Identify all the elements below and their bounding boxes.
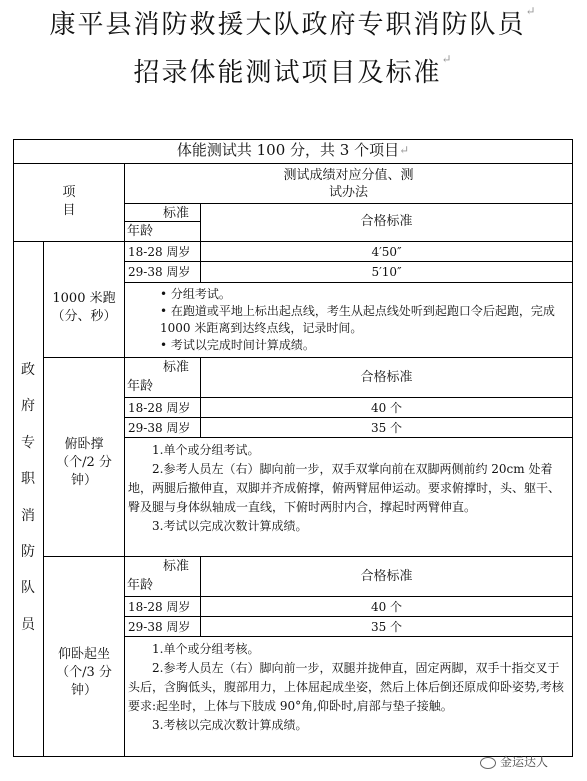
- wechat-icon: [480, 757, 496, 769]
- item-name-situp: 仰卧起坐 （个/3 分 钟）: [56, 647, 112, 698]
- standard-cell: 35 个: [370, 421, 403, 435]
- group-label: 政 府 专 职 消 防 队 员: [21, 362, 35, 633]
- method-text: • 分组考试。 • 在跑道或平地上标出起点线，考生从起点线处听到起跑口令后起跑，完成 1000 米距离到达终点线，记录时间。 • 考试以完成时间计算成绩。: [160, 287, 555, 352]
- scoring-header: 测试成绩对应分值、测 试办法: [283, 168, 414, 200]
- standard-cell: 5′10″: [371, 265, 402, 279]
- age-cell: 18-28 周岁: [128, 401, 191, 415]
- table-header: 体能测试共 100 分，共 3 个项目↵: [176, 141, 410, 159]
- standard-label: 标准: [163, 559, 190, 574]
- item-header: 项 目: [62, 185, 76, 218]
- standard-label: 标准: [163, 360, 190, 375]
- age-label: 年龄: [127, 578, 154, 593]
- age-cell: 29-38 周岁: [128, 620, 191, 634]
- age-cell: 18-28 周岁: [128, 600, 191, 614]
- standard-cell: 40 个: [370, 401, 403, 415]
- age-label: 年龄: [127, 224, 154, 239]
- standard-cell: 35 个: [370, 620, 403, 634]
- pass-label: 合格标准: [360, 569, 413, 584]
- standard-cell: 4′50″: [371, 245, 402, 259]
- method-text: 1.单个或分组考试。 2.参考人员左（右）脚向前一步，双手双掌向前在双脚两侧前约 20cm 处着地，两腿后撤伸直，双脚并齐成俯撑，俯两臂屈伸运动。要求俯撑时，头、躯干、臀及腿与身体纵轴成一直线，下俯时两肘内合，撑起时两臂伸直。 3.考试以完成次数计算成绩。: [128, 443, 561, 533]
- age-cell: 18-28 周岁: [128, 245, 191, 259]
- standard-label: 标准: [163, 206, 190, 221]
- page-title-line1: 康平县消防救援大队政府专职消防队员↵: [49, 4, 538, 40]
- method-text: 1.单个或分组考核。 2.参考人员左（右）脚向前一步，双腿并拢伸直，固定两脚，双手十指交叉于头后，含胸低头，腹部用力，上体屈起成坐姿，然后上体后倒还原成仰卧姿势,考核要求:起坐时，上体与下肢成 90°角,仰卧时,肩部与垫子接触。 3.考核以完成次数计算成绩。: [128, 642, 564, 732]
- age-label: 年龄: [127, 379, 154, 394]
- age-cell: 29-38 周岁: [128, 265, 191, 279]
- watermark: 金运达人: [480, 753, 548, 770]
- item-name-pushup: 俯卧撑 （个/2 分 钟）: [56, 437, 112, 488]
- item-name-run: 1000 米跑 （分、秒）: [51, 291, 117, 324]
- standard-cell: 40 个: [370, 600, 403, 614]
- pass-label: 合格标准: [360, 370, 413, 385]
- age-cell: 29-38 周岁: [128, 421, 191, 435]
- page-title-line2: 招录体能测试项目及标准↵: [133, 52, 454, 88]
- pass-label: 合格标准: [360, 214, 413, 229]
